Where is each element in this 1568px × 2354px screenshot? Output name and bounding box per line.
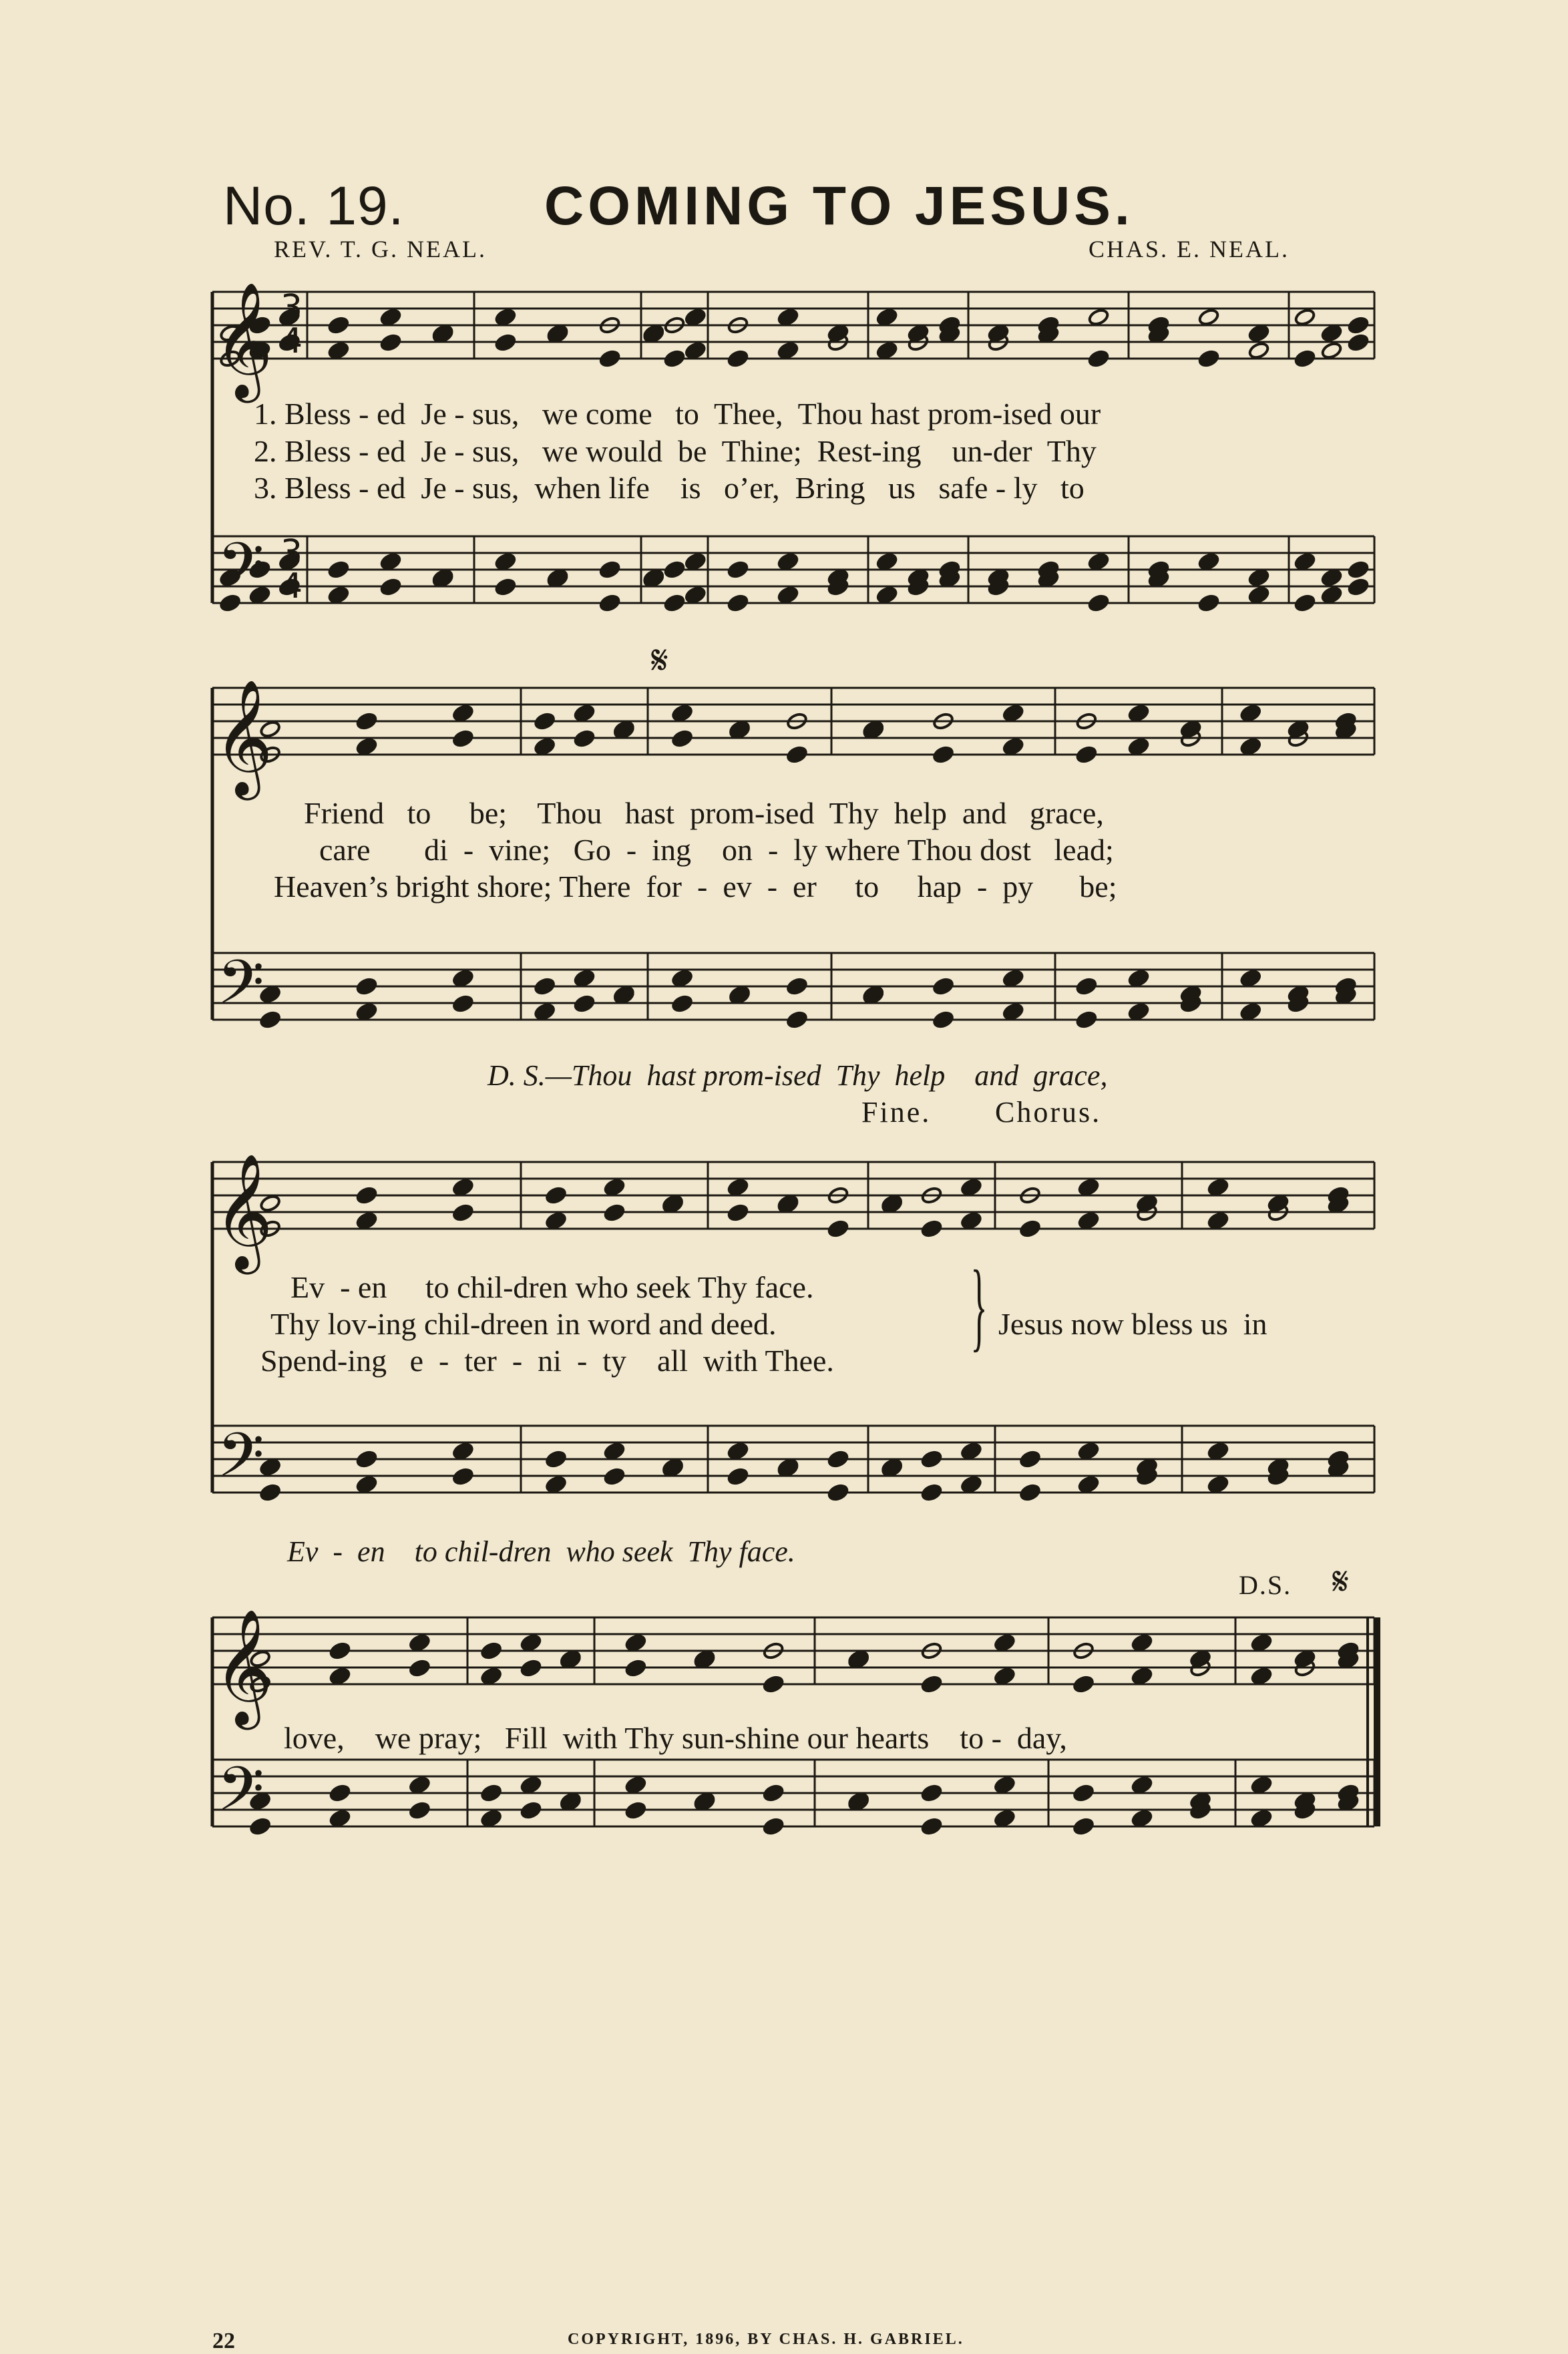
segno-sign-end: 𝄋 (1332, 1560, 1349, 1603)
system2-lyrics-verse1: Friend to be; Thou hast prom-ised Thy help and grace, (304, 796, 1104, 830)
ds-mark: D.S. (1239, 1570, 1292, 1600)
chorus-lyric: Jesus now bless us in (998, 1307, 1267, 1341)
system1-lyrics-verse2: 2. Bless - ed Je - sus, we would be Thine; Rest-ing un-der Thy (254, 434, 1097, 468)
svg-text:4: 4 (280, 321, 303, 361)
fine-mark: Fine. (861, 1096, 932, 1129)
svg-text:𝄢: 𝄢 (217, 530, 264, 615)
system3-lyrics-verse3: Spend-ing e - ter - ni - ty all with Thee. (260, 1344, 834, 1378)
system1-lyrics-verse3: 3. Bless - ed Je - sus, when life is o’er, Bring us safe - ly to (254, 471, 1085, 505)
page-number: 22 (212, 2329, 235, 2353)
hymn-title: COMING TO JESUS. (544, 176, 1134, 236)
svg-text:𝄞: 𝄞 (214, 1153, 273, 1269)
words-credit: REV. T. G. NEAL. (274, 236, 487, 262)
svg-text:𝄞: 𝄞 (214, 1609, 273, 1725)
copyright-notice: COPYRIGHT, 1896, BY CHAS. H. GABRIEL. (568, 2331, 964, 2348)
svg-text:𝄞: 𝄞 (214, 282, 273, 398)
svg-text:4: 4 (280, 566, 303, 606)
svg-text:𝄢: 𝄢 (217, 1754, 264, 1839)
system4-lyrics: love, we pray; Fill with Thy sun-shine our hearts to - day, (284, 1721, 1067, 1755)
chorus-mark: Chorus. (995, 1096, 1102, 1129)
system2-lyrics-verse2: care di - vine; Go - ing on - ly where Thou dost lead; (304, 833, 1114, 867)
system1-lyrics-verse1: 1. Bless - ed Je - sus, we come to Thee, Thou hast prom-ised our (254, 397, 1101, 431)
segno-sign: 𝄋 (651, 638, 668, 682)
svg-text:3: 3 (280, 533, 303, 573)
system3-lyrics-verse2: Thy lov-ing chil-dreen in word and deed. (270, 1307, 777, 1341)
svg-text:𝄢: 𝄢 (217, 1420, 264, 1505)
ds-lyric-line: D. S.—Thou hast prom-ised Thy help and grace, (487, 1059, 1108, 1092)
svg-text:𝄢: 𝄢 (217, 947, 264, 1032)
system3-lyrics-verse1: Ev - en to chil-dren who seek Thy face. (290, 1270, 814, 1304)
verse-brace: } (970, 1250, 988, 1361)
music-credit: CHAS. E. NEAL. (1089, 236, 1290, 262)
svg-text:𝄞: 𝄞 (214, 679, 273, 795)
system2-lyrics-verse3: Heaven’s bright shore; There for - ev - er to hap - py be; (274, 869, 1117, 904)
svg-text:3: 3 (280, 288, 303, 328)
hymn-number: No. 19. (223, 176, 405, 236)
chorus-echo-lyric: Ev - en to chil-dren who seek Thy face. (287, 1535, 795, 1568)
